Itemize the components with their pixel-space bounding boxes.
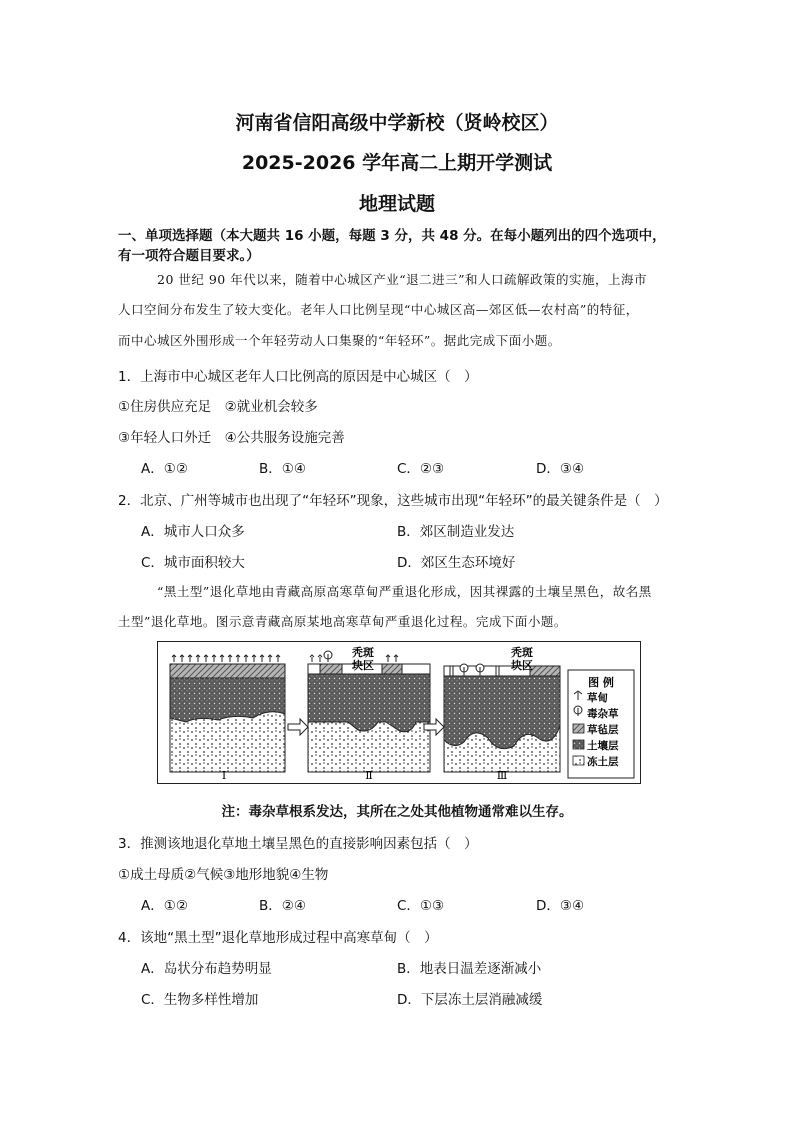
arrow-icon: [288, 719, 308, 735]
turf-swatch: [573, 724, 584, 733]
q3-option-a: A．①②: [141, 898, 188, 914]
q4-option-d: D．下层冻土层消融减缓: [397, 992, 543, 1008]
passage1-line2: 人口空间分布发生了较大变化。老年人口比例呈现“中心城区高—郊区低—农村高”的特征，: [118, 302, 639, 317]
subject-title: 地理试题: [358, 193, 435, 215]
section-heading-line1: 一、单项选择题（本大题共 16 小题，每题 3 分，共 48 分。在每小题列出的四个选项中，: [118, 228, 666, 244]
stage-label-3: Ⅲ: [496, 769, 508, 782]
q1-items-line2: ③年轻人口外迁 ④公共服务设施完善: [118, 430, 345, 446]
stage-label-2: Ⅱ: [365, 769, 373, 782]
q3-option-d: D．③④: [536, 898, 585, 914]
q1-stem: 1．上海市中心城区老年人口比例高的原因是中心城区（ ）: [118, 369, 478, 385]
panel-stage-2: [308, 645, 430, 772]
q4-option-b: B．地表日温差逐渐减小: [397, 961, 542, 977]
svg-text:草毡层: 草毡层: [587, 724, 619, 736]
svg-text:草甸: 草甸: [587, 692, 608, 704]
legend-title: 图 例: [588, 676, 614, 689]
q4-option-c: C．生物多样性增加: [141, 992, 259, 1008]
q2-stem: 2．北京、广州等城市也出现了“年轻环”现象，这些城市出现“年轻环”的最关键条件是（ ）: [118, 493, 668, 509]
q1-option-b: B．①④: [259, 461, 306, 477]
q1-option-c: C．②③: [397, 461, 445, 477]
exam-title: 2025-2026 学年高二上期开学测试: [241, 152, 553, 174]
q1-option-a: A．①②: [141, 461, 188, 477]
svg-text:冻土层: 冻土层: [587, 756, 619, 768]
bald-patch-label-3-line1: 秃斑: [511, 646, 533, 659]
panel-stage-1: [170, 655, 285, 772]
legend: [568, 670, 634, 778]
q4-option-a: A．岛状分布趋势明显: [141, 961, 272, 977]
passage1-line3: 而中心城区外围形成一个年轻劳动人口集聚的“年轻环”。据此完成下面小题。: [118, 333, 561, 348]
school-title: 河南省信阳高级中学新校（贤岭校区）: [235, 112, 559, 134]
frozen-swatch: [573, 756, 584, 765]
bald-patch-label-2-line2: 块区: [352, 659, 374, 672]
grassland-degradation-figure: [157, 641, 641, 784]
q3-stem: 3．推测该地退化草地土壤呈黑色的直接影响因素包括（ ）: [118, 836, 478, 852]
q2-option-c: C．城市面积较大: [141, 555, 245, 571]
section-heading-line2: 有一项符合题目要求。）: [118, 248, 260, 264]
degradation-diagram: [158, 642, 639, 782]
stage-label-1: Ⅰ: [221, 769, 227, 782]
q1-items-line1: ①住房供应充足 ②就业机会较多: [118, 399, 318, 415]
q3-option-c: C．①③: [397, 898, 445, 914]
svg-text:毒杂草: 毒杂草: [587, 708, 619, 720]
panel-stage-3: [444, 645, 560, 772]
figure-note: 注：毒杂草根系发达，其所在之处其他植物通常难以生存。: [221, 804, 573, 820]
bald-patch-label-3-line2: 块区: [511, 659, 533, 672]
q2-option-b: B．郊区制造业发达: [397, 524, 515, 540]
q1-option-d: D．③④: [536, 461, 585, 477]
bald-patch-label-2-line1: 秃斑: [352, 646, 374, 659]
q3-option-b: B．②④: [259, 898, 306, 914]
passage2-line1: “黑土型”退化草地由青藏高原高寒草甸严重退化形成，因其裸露的土壤呈黑色，故名黑: [157, 584, 652, 599]
q4-stem: 4．该地“黑土型”退化草地形成过程中高寒草甸（ ）: [118, 930, 438, 946]
q2-option-a: A．城市人口众多: [141, 524, 245, 540]
passage2-line2: 土型”退化草地。图示意青藏高原某地高寒草甸严重退化过程。完成下面小题。: [118, 614, 567, 629]
q2-option-d: D．郊区生态环境好: [397, 555, 516, 571]
soil-swatch: [573, 740, 584, 749]
svg-text:土壤层: 土壤层: [587, 740, 619, 752]
passage1-line1: 20 世纪 90 年代以来，随着中心城区产业“退二进三”和人口疏解政策的实施，上海市: [157, 272, 648, 287]
q3-items: ①成土母质②气候③地形地貌④生物: [118, 867, 329, 883]
